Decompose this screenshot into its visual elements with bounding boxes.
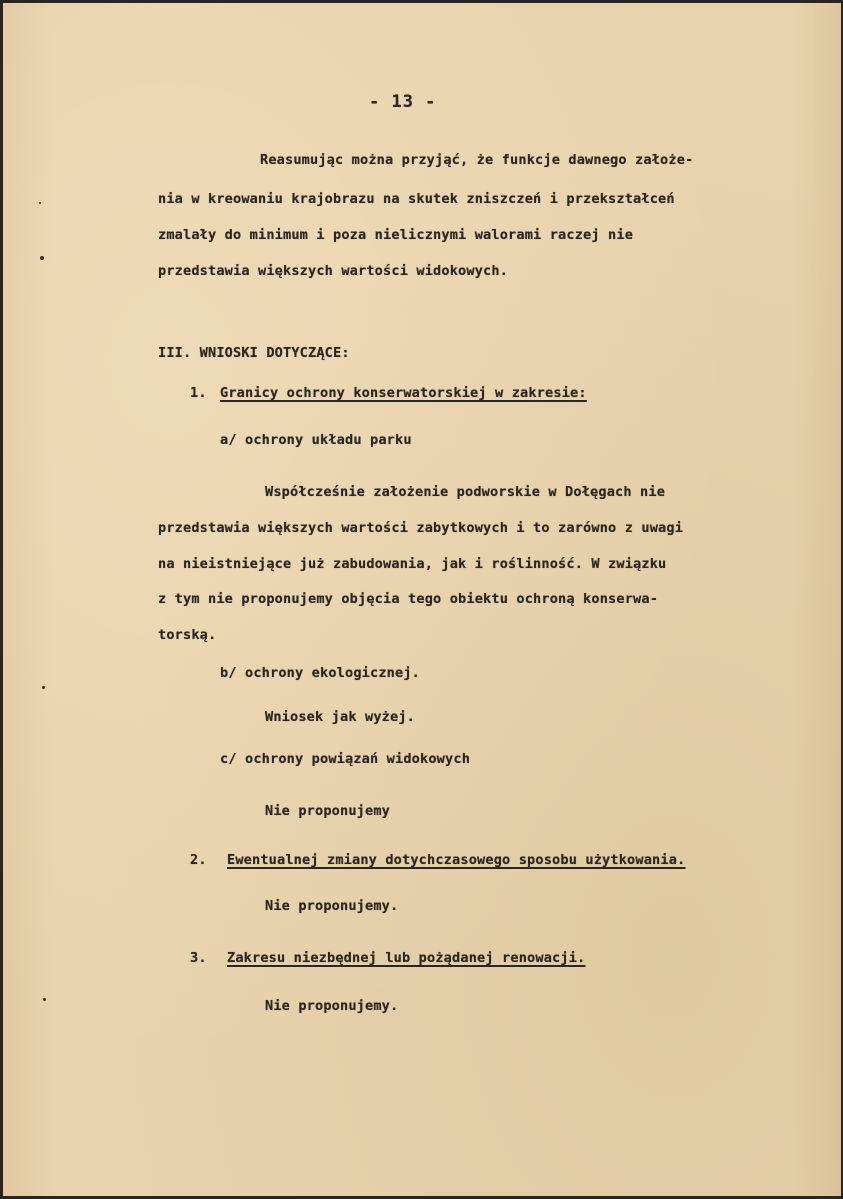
sub-a-paragraph-line-5: torską. [158, 627, 217, 643]
sub-a-paragraph-line-2: przedstawia większych wartości zabytkowych i to zarówno z uwagi [158, 520, 684, 536]
summary-line-4: przedstawia większych wartości widokowych. [158, 263, 509, 279]
sub-a-paragraph-line-3: na nieistniejące już zabudowania, jak i roślinność. W związku [158, 556, 667, 572]
paper-speck [40, 256, 44, 260]
item1-title: Granicy ochrony konserwatorskiej w zakresie: [220, 385, 587, 401]
summary-line-3: zmalały do minimum i poza nielicznymi walorami raczej nie [158, 227, 634, 243]
summary-line-2: nia w kreowaniu krajobrazu na skutek zniszczeń i przekształceń [158, 191, 675, 207]
item3-text: Nie proponujemy. [265, 998, 399, 1014]
paper-speck [39, 202, 41, 204]
typewritten-page [3, 3, 841, 1196]
item1-sub-c-label: c/ ochrony powiązań widokowych [220, 751, 471, 767]
paper-speck [43, 998, 46, 1001]
item1-sub-c-text: Nie proponujemy [265, 803, 391, 819]
item1-sub-b-text: Wniosek jak wyżej. [265, 709, 416, 725]
summary-line-1: Reasumując można przyjąć, że funkcje dawnego założe- [260, 152, 694, 168]
item2-number: 2. [190, 852, 207, 868]
item2-title: Ewentualnej zmiany dotychczasowego sposobu użytkowania. [227, 852, 686, 868]
item2-text: Nie proponujemy. [265, 898, 399, 914]
item1-sub-a-label: a/ ochrony układu parku [220, 432, 412, 448]
section-heading: III. WNIOSKI DOTYCZĄCE: [158, 345, 350, 361]
page-number: - 13 - [369, 92, 437, 112]
sub-a-paragraph-line-4: z tym nie proponujemy objęcia tego obiektu ochroną konserwa- [158, 591, 659, 607]
item3-number: 3. [190, 950, 207, 966]
paper-speck [42, 686, 45, 689]
item1-number: 1. [190, 385, 207, 401]
sub-a-paragraph-line-1: Współcześnie założenie podworskie w Dołęgach nie [265, 484, 666, 500]
item3-title: Zakresu niezbędnej lub pożądanej renowacji. [227, 950, 586, 966]
item1-sub-b-label: b/ ochrony ekologicznej. [220, 665, 421, 681]
